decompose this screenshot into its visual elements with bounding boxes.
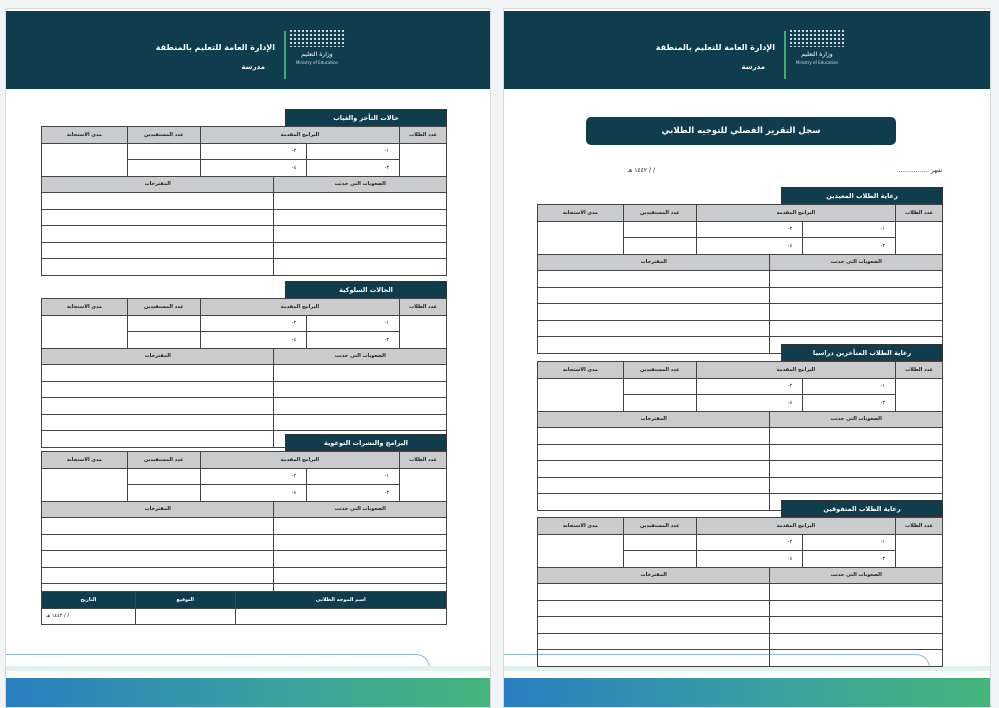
section-table <box>537 204 943 354</box>
section-title: البرامج والنشرات التوعوية <box>285 434 447 451</box>
ministry-logo <box>789 29 845 79</box>
input-cell[interactable] <box>896 221 943 254</box>
input-cell[interactable] <box>42 518 274 535</box>
input-cell[interactable] <box>623 238 696 255</box>
section-title: حالات التأخر والغياب <box>285 109 447 126</box>
cell-label: عدد الطلاب <box>400 299 447 316</box>
input-cell[interactable] <box>274 551 447 568</box>
input-cell[interactable] <box>400 143 447 176</box>
header-row <box>538 567 943 584</box>
table-row <box>538 633 943 650</box>
input-cell[interactable] <box>770 428 943 445</box>
input-cell[interactable] <box>538 617 770 634</box>
input-cell[interactable] <box>127 160 200 177</box>
cell-label: عدد الطلاب <box>896 518 943 535</box>
cell-label: ١- <box>803 534 896 551</box>
table-row <box>42 315 447 332</box>
input-cell[interactable] <box>127 485 200 502</box>
cell-label: عدد الطلاب <box>400 452 447 469</box>
input-cell[interactable] <box>538 461 770 478</box>
date-field[interactable]: / / ١٤٤٢ هـ <box>627 167 655 174</box>
cell-label: ٣- <box>307 160 400 177</box>
input-cell[interactable] <box>42 209 274 226</box>
input-cell[interactable] <box>896 534 943 567</box>
input-cell[interactable] <box>400 315 447 348</box>
school-name: مدرسة <box>741 63 765 71</box>
cell-label: ٤- <box>200 332 307 349</box>
header-divider <box>784 31 786 79</box>
table-row <box>42 468 447 485</box>
input-cell[interactable] <box>538 584 770 601</box>
table-row <box>538 221 943 238</box>
input-cell[interactable] <box>623 378 696 395</box>
table-row <box>42 608 447 625</box>
input-cell[interactable] <box>127 315 200 332</box>
input-cell[interactable] <box>770 650 943 667</box>
input-cell[interactable] <box>538 271 770 288</box>
header-row <box>42 592 447 609</box>
input-cell[interactable] <box>42 431 274 448</box>
input-cell[interactable] <box>538 378 624 411</box>
input-cell[interactable] <box>538 650 770 667</box>
cell-label: البرامج المقدمة <box>200 127 399 144</box>
report-title: سجل التقرير الفصلي للتوجيه الطلابي <box>586 117 896 145</box>
cell-label: ٣- <box>803 395 896 412</box>
table-row <box>42 518 447 535</box>
input-cell[interactable] <box>770 304 943 321</box>
input-cell[interactable] <box>538 221 624 254</box>
section-table <box>537 361 943 511</box>
ministry-logo <box>289 29 345 79</box>
cell-label: الصعوبات التي حدثت <box>274 348 447 365</box>
cell-label: ٤- <box>200 160 307 177</box>
input-cell[interactable] <box>770 320 943 337</box>
input-cell[interactable] <box>400 468 447 501</box>
input-cell[interactable] <box>127 143 200 160</box>
cell-label: ٣- <box>803 238 896 255</box>
page-right <box>503 8 991 708</box>
cell-label: ٢- <box>696 534 803 551</box>
page-header <box>6 11 490 89</box>
table-row <box>42 193 447 210</box>
cell-label: مدى الاستجابة <box>42 299 128 316</box>
logo-pattern-icon <box>289 29 345 47</box>
table-row <box>538 617 943 634</box>
table-row <box>538 600 943 617</box>
input-cell[interactable] <box>42 259 274 276</box>
cell-label: ٤- <box>696 551 803 568</box>
input-cell[interactable] <box>538 304 770 321</box>
section-table <box>41 126 447 276</box>
logo-text-en: Ministry of Education <box>795 60 839 65</box>
cell-label: ٣- <box>307 332 400 349</box>
logo-text-ar: وزارة التعليم <box>301 51 333 58</box>
cell-label: ٤- <box>200 485 307 502</box>
input-cell[interactable] <box>538 428 770 445</box>
header-row <box>538 254 943 271</box>
table-row <box>42 398 447 415</box>
input-cell[interactable] <box>42 551 274 568</box>
header-row <box>42 176 447 193</box>
input-cell[interactable] <box>538 494 770 511</box>
input-cell[interactable] <box>42 567 274 584</box>
cell-label: مدى الاستجابة <box>538 362 624 379</box>
section-title: رعاية الطلاب المتفوقين <box>781 500 943 517</box>
table-row <box>42 414 447 431</box>
directorate-name: الإدارة العامة للتعليم بالمنطقة <box>155 43 275 52</box>
table-row <box>42 567 447 584</box>
cell-label: مدى الاستجابة <box>42 452 128 469</box>
table-row <box>538 650 943 667</box>
section-table <box>537 517 943 667</box>
table-row <box>538 534 943 551</box>
table-row <box>538 287 943 304</box>
input-cell[interactable] <box>770 444 943 461</box>
cell-label: عدد المستفيدين <box>127 452 200 469</box>
cell-label: ٢- <box>696 221 803 238</box>
cell-label: ٢- <box>200 143 307 160</box>
cell-label: الصعوبات التي حدثت <box>274 501 447 518</box>
table-row <box>42 551 447 568</box>
input-cell[interactable] <box>42 534 274 551</box>
table-row <box>42 259 447 276</box>
cell-label: البرامج المقدمة <box>696 362 895 379</box>
input-cell[interactable] <box>623 395 696 412</box>
input-cell[interactable] <box>274 567 447 584</box>
cell-label: الصعوبات التي حدثت <box>770 567 943 584</box>
input-cell[interactable] <box>770 461 943 478</box>
cell-label: ١- <box>803 221 896 238</box>
cell-label: الصعوبات التي حدثت <box>770 254 943 271</box>
cell-label: البرامج المقدمة <box>200 299 399 316</box>
section-table <box>41 298 447 448</box>
table-row <box>42 242 447 259</box>
cell-label: ٤- <box>696 395 803 412</box>
signature-table <box>41 591 447 625</box>
cell-label: ٢- <box>200 468 307 485</box>
cell-label: عدد المستفيدين <box>623 362 696 379</box>
date-value[interactable]: / / ١٤٤٢ هـ <box>42 608 136 625</box>
table-row <box>538 428 943 445</box>
input-cell[interactable] <box>770 600 943 617</box>
input-cell[interactable] <box>127 332 200 349</box>
cell-label: ١- <box>307 468 400 485</box>
cell-label: المقترحات <box>538 567 770 584</box>
input-cell[interactable] <box>538 320 770 337</box>
cell-label: ٤- <box>696 238 803 255</box>
input-cell[interactable] <box>538 444 770 461</box>
school-name: مدرسة <box>241 63 265 71</box>
cell-label: ٢- <box>696 378 803 395</box>
cell-label: الصعوبات التي حدثت <box>770 411 943 428</box>
cell-label: المقترحات <box>42 348 274 365</box>
table-row <box>42 381 447 398</box>
header-row <box>538 518 943 535</box>
input-cell[interactable] <box>770 477 943 494</box>
cell-label: التاريخ <box>42 592 136 609</box>
input-cell[interactable] <box>42 398 274 415</box>
cell-label: عدد المستفيدين <box>127 127 200 144</box>
cell-label: ٣- <box>803 551 896 568</box>
input-cell[interactable] <box>274 259 447 276</box>
table-row <box>538 461 943 478</box>
header-row <box>42 127 447 144</box>
footer-gradient-band <box>6 678 490 708</box>
input-cell[interactable] <box>623 551 696 568</box>
input-cell[interactable] <box>42 226 274 243</box>
cell-label: ٣- <box>307 485 400 502</box>
input-cell[interactable] <box>274 414 447 431</box>
page-left <box>5 8 491 708</box>
table-row <box>42 209 447 226</box>
input-cell[interactable] <box>538 337 770 354</box>
header-row <box>42 299 447 316</box>
input-cell[interactable] <box>538 633 770 650</box>
section-title: الحالات السلوكية <box>285 281 447 298</box>
input-cell[interactable] <box>42 143 128 176</box>
table-row <box>538 584 943 601</box>
input-cell[interactable] <box>274 398 447 415</box>
section-table <box>41 451 447 601</box>
input-cell[interactable] <box>135 608 235 625</box>
page-header <box>504 11 990 89</box>
input-cell[interactable] <box>274 242 447 259</box>
logo-text-ar: وزارة التعليم <box>801 51 833 58</box>
input-cell[interactable] <box>42 242 274 259</box>
footer-decoration-strip <box>504 666 990 671</box>
cell-label: عدد الطلاب <box>896 205 943 222</box>
input-cell[interactable] <box>274 193 447 210</box>
cell-label: الصعوبات التي حدثت <box>274 176 447 193</box>
header-row <box>538 362 943 379</box>
logo-text-en: Ministry of Education <box>295 60 339 65</box>
input-cell[interactable] <box>538 600 770 617</box>
input-cell[interactable] <box>127 468 200 485</box>
input-cell[interactable] <box>770 633 943 650</box>
cell-label: المقترحات <box>42 501 274 518</box>
table-row <box>538 304 943 321</box>
table-row <box>538 378 943 395</box>
input-cell[interactable] <box>42 414 274 431</box>
logo-pattern-icon <box>789 29 845 47</box>
input-cell[interactable] <box>538 534 624 567</box>
cell-label: ١- <box>307 143 400 160</box>
input-cell[interactable] <box>42 193 274 210</box>
cell-label: عدد المستفيدين <box>127 299 200 316</box>
input-cell[interactable] <box>623 221 696 238</box>
cell-label: عدد الطلاب <box>400 127 447 144</box>
cell-label: ١- <box>307 315 400 332</box>
header-row <box>538 411 943 428</box>
section-title: رعاية الطلاب المتأخرين دراسيا <box>781 344 943 361</box>
header-row <box>42 348 447 365</box>
table-row <box>538 444 943 461</box>
cell-label: عدد المستفيدين <box>623 205 696 222</box>
input-cell[interactable] <box>42 315 128 348</box>
input-cell[interactable] <box>274 365 447 382</box>
input-cell[interactable] <box>770 287 943 304</box>
cell-label: مدى الاستجابة <box>538 518 624 535</box>
input-cell[interactable] <box>896 378 943 411</box>
footer-gradient-band <box>504 678 990 708</box>
header-row <box>538 205 943 222</box>
cell-label: البرامج المقدمة <box>696 205 895 222</box>
input-cell[interactable] <box>623 534 696 551</box>
input-cell[interactable] <box>274 534 447 551</box>
footer-decoration-strip <box>6 666 490 671</box>
input-cell[interactable] <box>274 226 447 243</box>
table-row <box>538 477 943 494</box>
input-cell[interactable] <box>274 381 447 398</box>
cell-label: مدى الاستجابة <box>42 127 128 144</box>
cell-label: عدد المستفيدين <box>623 518 696 535</box>
input-cell[interactable] <box>770 617 943 634</box>
input-cell[interactable] <box>538 477 770 494</box>
cell-label: التوقيع <box>135 592 235 609</box>
input-cell[interactable] <box>235 608 446 625</box>
cell-label: عدد الطلاب <box>896 362 943 379</box>
input-cell[interactable] <box>538 287 770 304</box>
cell-label: مدى الاستجابة <box>538 205 624 222</box>
input-cell[interactable] <box>42 381 274 398</box>
table-row <box>538 320 943 337</box>
cell-label: المقترحات <box>538 254 770 271</box>
table-row <box>42 143 447 160</box>
table-row <box>42 226 447 243</box>
header-row <box>42 452 447 469</box>
cell-label: ١- <box>803 378 896 395</box>
header-divider <box>284 31 286 79</box>
input-cell[interactable] <box>42 468 128 501</box>
cell-label: البرامج المقدمة <box>696 518 895 535</box>
input-cell[interactable] <box>274 209 447 226</box>
month-field[interactable]: شهر ................ <box>898 167 942 174</box>
input-cell[interactable] <box>770 271 943 288</box>
cell-label: اسم الموجه الطلابي <box>235 592 446 609</box>
table-row <box>42 534 447 551</box>
cell-label: المقترحات <box>42 176 274 193</box>
cell-label: البرامج المقدمة <box>200 452 399 469</box>
section-title: رعاية الطلاب المعيدين <box>781 187 943 204</box>
header-row <box>42 501 447 518</box>
input-cell[interactable] <box>770 584 943 601</box>
table-row <box>42 365 447 382</box>
cell-label: ٢- <box>200 315 307 332</box>
table-row <box>538 271 943 288</box>
input-cell[interactable] <box>274 518 447 535</box>
input-cell[interactable] <box>42 365 274 382</box>
cell-label: المقترحات <box>538 411 770 428</box>
directorate-name: الإدارة العامة للتعليم بالمنطقة <box>655 43 775 52</box>
